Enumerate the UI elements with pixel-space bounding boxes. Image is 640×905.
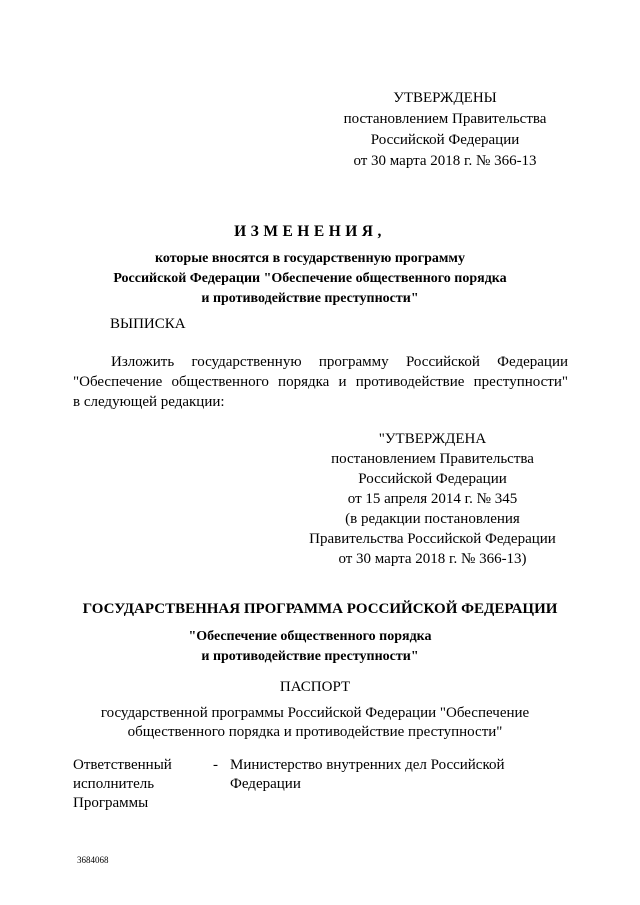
approval-stamp-top <box>335 88 555 172</box>
approval-date-line: от 30 марта 2018 г. № 366-13) <box>338 551 527 567</box>
approval-line: Российской Федерации <box>370 132 520 148</box>
approval-heading: "УТВЕРЖДЕНА <box>378 431 487 447</box>
approval-line: Правительства Российской Федерации <box>309 531 556 547</box>
changes-subtitle <box>0 249 620 309</box>
approval-heading: УТВЕРЖДЕНЫ <box>393 90 497 106</box>
program-subtitle <box>0 627 620 667</box>
body-line: в следующей редакции: <box>73 394 225 410</box>
program-title: ГОСУДАРСТВЕННАЯ ПРОГРАММА РОССИЙСКОЙ ФЕДЕРАЦИИ <box>82 601 558 617</box>
program-subtitle-line: "Обеспечение общественного порядка <box>188 629 432 644</box>
program-subtitle-line: и противодействие преступности" <box>201 649 419 664</box>
body-line: "Обеспечение общественного порядка и противодействие преступности" <box>73 374 568 390</box>
changes-subtitle-line: которые вносятся в государственную программу <box>155 251 465 266</box>
changes-title: ИЗМЕНЕНИЯ, <box>234 223 386 240</box>
passport-subtitle-line: государственной программы Российской Федерации "Обеспечение <box>100 705 530 721</box>
changes-subtitle-line: Российской Федерации "Обеспечение общественного порядка <box>113 271 507 286</box>
passport-row-value <box>230 756 520 794</box>
approval-line: постановлением Правительства <box>343 111 547 127</box>
body-line: Изложить государственную программу Российской Федерации <box>111 354 568 370</box>
passport-row-dash: - <box>213 757 218 773</box>
body-paragraph <box>73 352 568 412</box>
approval-line: (в редакции постановления <box>345 511 520 527</box>
approval-line: Российской Федерации <box>358 471 507 487</box>
approval-date-line: от 15 апреля 2014 г. № 345 <box>347 491 518 507</box>
passport-subtitle-line: общественного порядка и противодействие преступности" <box>127 724 503 740</box>
passport-row-label <box>73 756 203 813</box>
passport-title: ПАСПОРТ <box>279 679 351 695</box>
approval-date-line: от 30 марта 2018 г. № 366-13 <box>353 153 537 169</box>
changes-subtitle-line: и противодействие преступности" <box>201 291 419 306</box>
label-line: исполнитель <box>73 776 155 792</box>
passport-subtitle <box>0 704 630 742</box>
approval-line: постановлением Правительства <box>331 451 534 467</box>
value-line: Федерации <box>230 776 301 792</box>
value-line: Министерство внутренних дел Российской <box>230 757 505 773</box>
document-code: 3684068 <box>77 855 109 865</box>
label-line: Ответственный <box>73 757 172 773</box>
label-line: Программы <box>73 795 149 811</box>
approval-stamp-program <box>300 429 565 569</box>
extract-label: ВЫПИСКА <box>110 316 186 332</box>
